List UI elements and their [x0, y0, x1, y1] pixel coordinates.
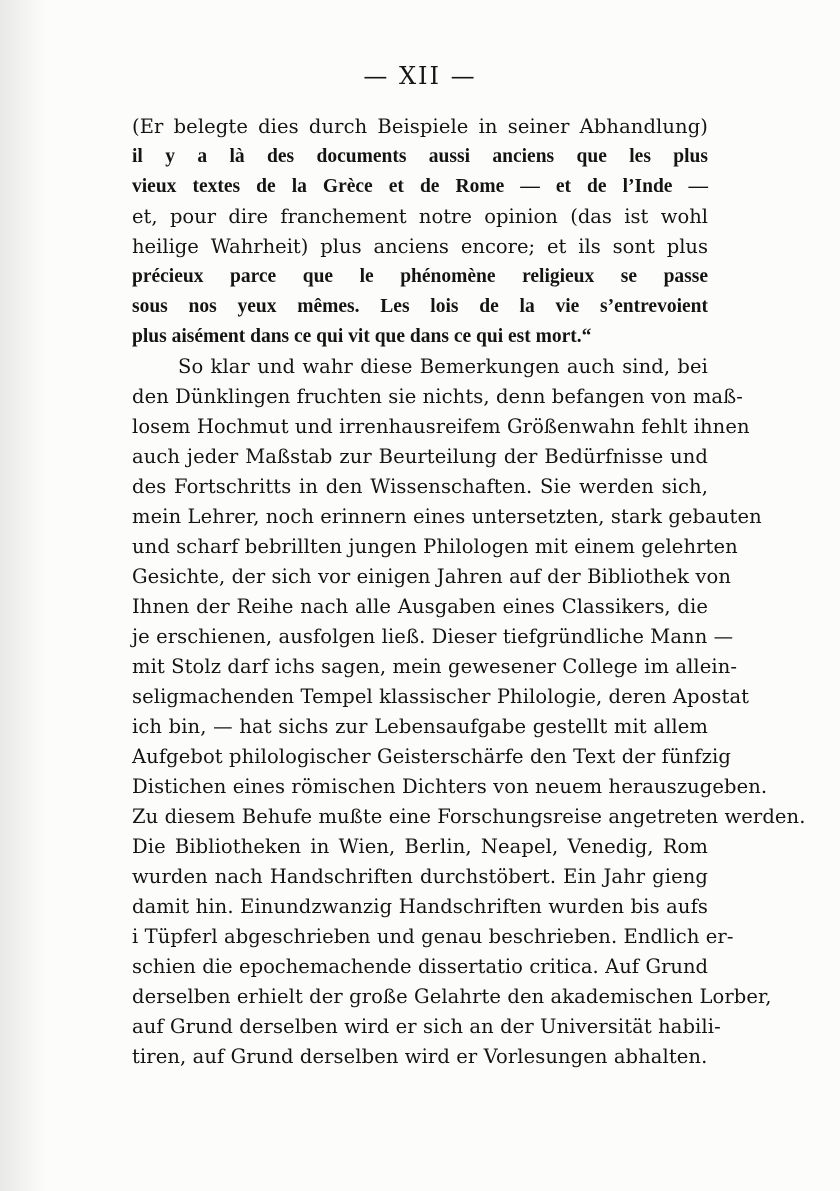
text-line: je erschienen, ausfolgen ließ. Dieser tiefgründliche Mann —: [132, 625, 734, 648]
text-line: ich bin, — hat sichs zur Lebensaufgabe gestellt mit allem: [132, 715, 708, 738]
text-line: heilige Wahrheit) plus anciens encore; et ils sont plus: [132, 235, 708, 258]
text-line: précieux parce que le phénomène religieux se passe: [132, 266, 708, 287]
text-line: So klar und wahr diese Bemerkungen auch sind, bei: [178, 355, 708, 378]
text-line: mit Stolz darf ichs sagen, mein gewesener College im allein-: [132, 655, 738, 678]
text-line: et, pour dire franchement notre opinion (das ist wohl: [132, 205, 708, 228]
text-line: Die Bibliotheken in Wien, Berlin, Neapel, Venedig, Rom: [132, 835, 708, 858]
body-text: [132, 112, 806, 1072]
text-line: Zu diesem Behufe mußte eine Forschungsreise angetreten werden.: [132, 805, 806, 828]
text-line: tiren, auf Grund derselben wird er Vorlesungen abhalten.: [132, 1045, 708, 1068]
text-line: schien die epochemachende dissertatio critica. Auf Grund: [132, 955, 708, 978]
page-number-header: — XII —: [363, 62, 477, 90]
text-line: il y a là des documents aussi anciens que les plus: [132, 146, 708, 167]
text-line: sous nos yeux mêmes. Les lois de la vie s’entrevoient: [132, 296, 708, 317]
text-line: den Dünklingen fruchten sie nichts, denn befangen von maß-: [132, 385, 743, 408]
scan-shadow: [0, 0, 46, 1191]
text-line: damit hin. Einundzwanzig Handschriften wurden bis aufs: [132, 895, 708, 918]
text-line: (Er belegte dies durch Beispiele in seiner Abhandlung): [132, 115, 708, 138]
text-line: vieux textes de la Grèce et de Rome — et de l’Inde —: [132, 176, 708, 197]
text-line: auch jeder Maßstab zur Beurteilung der Bedürfnisse und: [132, 445, 708, 468]
text-line: wurden nach Handschriften durchstöbert. Ein Jahr gieng: [132, 865, 708, 888]
text-line: des Fortschritts in den Wissenschaften. Sie werden sich,: [132, 475, 708, 498]
text-line: mein Lehrer, noch erinnern eines untersetzten, stark gebauten: [132, 505, 762, 528]
text-line: Aufgebot philologischer Geisterschärfe den Text der fünfzig: [132, 745, 731, 768]
text-line: i Tüpferl abgeschrieben und genau beschrieben. Endlich er-: [132, 925, 734, 948]
text-line: derselben erhielt der große Gelahrte den akademischen Lorber,: [132, 985, 772, 1008]
text-line: auf Grund derselben wird er sich an der Universität habili-: [132, 1015, 721, 1038]
text-line: Ihnen der Reihe nach alle Ausgaben eines Classikers, die: [132, 595, 708, 618]
text-line: losem Hochmut und irrenhausreifem Größenwahn fehlt ihnen: [132, 415, 750, 438]
text-line: seligmachenden Tempel klassischer Philologie, deren Apostat: [132, 685, 750, 708]
text-line: plus aisément dans ce qui vit que dans ce qui est mort.“: [132, 326, 592, 347]
text-line: und scharf bebrillten jungen Philologen mit einem gelehrten: [132, 535, 738, 558]
text-line: Distichen eines römischen Dichters von neuem herauszugeben.: [132, 775, 768, 798]
text-line: Gesichte, der sich vor einigen Jahren auf der Bibliothek von: [132, 565, 731, 588]
